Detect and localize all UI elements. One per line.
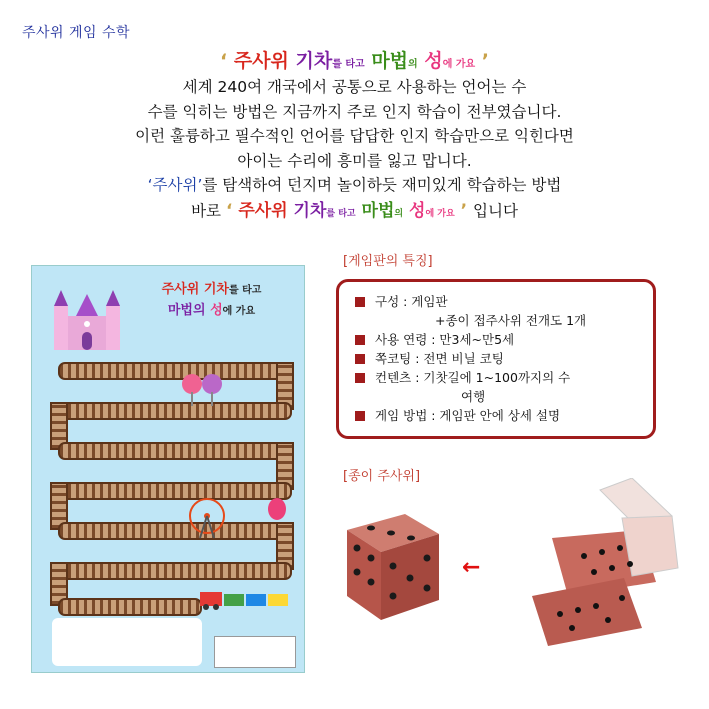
feature-item [355,330,643,349]
board-title-train: 기차 [203,282,229,297]
board-title [124,280,299,322]
dice-label: [종이 주사위] [343,469,421,484]
inline-close-quote: ’ [460,201,468,221]
desc-line-6-prefix: 바로 [191,202,222,220]
game-board-image [31,265,305,673]
castle-icon [50,288,124,354]
board-track [58,562,292,580]
desc-dice-quote: ‘주사위’ [147,176,203,194]
board-track [58,482,292,500]
inline-title-magic: 마법 [361,201,395,221]
ferris-wheel-icon [182,496,232,540]
header-tag: 주사위 게임 수학 [22,25,131,41]
feature-text: 구성 : 게임판 [375,294,448,309]
bullet-square-icon [355,335,365,345]
inline-title-train: 기차 [293,201,327,221]
title-small-1: 를 타고 [332,59,365,70]
inline-title-small-1: 를 타고 [326,209,356,219]
desc-line-3: 이런 훌륭하고 필수적인 언어를 답답한 인지 학습만으로 익힌다면 [135,127,574,145]
feature-text: 게임 방법 : 게임판 안에 상세 설명 [375,408,561,423]
board-rules-panel [52,618,202,666]
feature-item [355,406,643,425]
bullet-square-icon [355,354,365,364]
board-track [58,598,202,616]
desc-line-5-rest: 를 탐색하여 던지며 놀이하듯 재미있게 학습하는 방법 [202,176,562,194]
board-title-rest-2: 에 가요 [222,306,256,317]
board-track [58,522,292,540]
feature-text-cont: +종이 접주사위 전개도 1개 [435,313,587,328]
desc-line-5 [0,173,709,198]
feature-text: 컨텐츠 : 기찻길에 1~100까지의 수 [375,370,571,385]
bullet-square-icon [355,373,365,383]
title-close-quote: ’ [481,50,490,72]
feature-text: 사용 연령 : 만3세~만5세 [375,332,515,347]
inline-title-small-2: 의 [394,209,404,219]
inline-open-quote: ‘ [225,201,233,221]
desc-line-1: 세계 240여 개국에서 공통으로 사용하는 언어는 수 [182,78,527,96]
main-title [0,46,709,73]
desc-line-4: 아이는 수리에 흥미를 잃고 맙니다. [237,152,472,170]
board-title-magic: 마법의 [167,303,206,318]
features-list [355,292,643,425]
board-track [58,442,292,460]
bullet-square-icon [355,411,365,421]
train-icon [200,588,294,610]
title-dice: 주사위 [233,50,289,72]
title-magic: 마법 [371,50,409,72]
inline-title-small-3: 에 가요 [425,209,455,219]
bullet-square-icon [355,297,365,307]
lollipop-icon [172,368,232,408]
feature-item [355,349,643,368]
features-label: [게임판의 특징] [343,254,433,269]
title-open-quote: ‘ [219,50,228,72]
desc-line-2: 수를 익히는 방법은 지금까지 주로 인지 학습이 전부였습니다. [147,103,562,121]
title-small-3: 에 가요 [442,59,476,70]
left-arrow-icon: ← [462,555,481,580]
desc-line-6-suffix: 입니다 [473,202,518,220]
title-small-2: 의 [408,59,418,70]
board-info-panel [214,636,296,668]
feature-item [355,368,643,406]
board-title-rest-1: 를 타고 [228,285,262,296]
title-train: 기차 [295,50,333,72]
title-castle: 성 [424,50,443,72]
balloon-icon [268,498,286,520]
board-title-castle: 성 [210,303,223,318]
feature-text: 쪽코팅 : 전면 비닐 코팅 [375,351,504,366]
features-box [336,279,656,439]
inline-title-castle: 성 [409,201,426,221]
board-title-dice: 주사위 [161,282,200,297]
dice-net-icon [522,478,682,648]
feature-item [355,292,643,330]
paper-dice-icon [335,496,445,626]
desc-line-6 [0,199,709,227]
inline-title-dice: 주사위 [238,201,288,221]
feature-text-cont: 여행 [461,389,486,404]
